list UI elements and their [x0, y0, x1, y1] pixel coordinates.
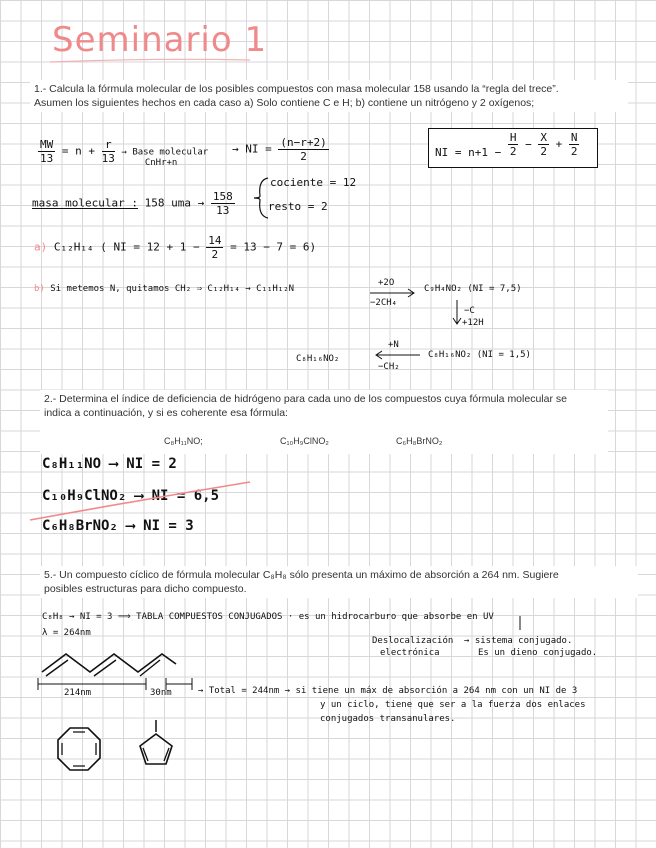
- question-1-line2: Asumen los siguientes hechos en cada caso a) Solo contiene C e H; b) contiene un nitrógeno y 2 oxígenos;: [34, 97, 535, 109]
- ni-formula: [232, 136, 329, 163]
- brace-icon: [252, 176, 272, 220]
- total-line-1: → Total = 244nm → si tiene un máx de absorción a 264 nm con un NI de 3: [198, 686, 578, 696]
- box-n2: 2: [570, 145, 578, 158]
- b-product: C₉H₄NO₂ (NI = 7,5): [424, 284, 522, 294]
- span-30: 30nm: [150, 688, 172, 698]
- answer-a: [34, 234, 316, 261]
- cociente: cociente = 12: [270, 176, 357, 189]
- resto: resto = 2: [268, 200, 328, 213]
- ni-numerator: (n−r+2): [280, 136, 327, 149]
- total-line-3: conjugados transanulares.: [320, 714, 456, 724]
- dieno-conjugado: Es un dieno conjugado.: [478, 648, 598, 658]
- span-214: 214nm: [64, 688, 92, 698]
- formula-3: C₆H₈BrNO₂: [396, 436, 443, 446]
- mw-denominator: 13: [40, 152, 54, 165]
- box-h: H: [509, 131, 517, 144]
- eq1: = n +: [61, 144, 95, 158]
- total-line-2: y un ciclo, tiene que ser a la fuerza dos enlaces: [320, 700, 586, 710]
- question-2-line1: 2.- Determina el índice de deficiencia de hidrógeno para cada uno de los compuestos cuya fórmula molecular se: [44, 393, 567, 405]
- box-x: X: [540, 131, 547, 144]
- q5-line-1: C₈H₈ → NI = 3 ⟹ TABLA COMPUESTOS CONJUGADOS · es un hidrocarburo que absorbe en UV: [42, 612, 494, 622]
- question-5-line1: 5.- Un compuesto cíclico de fórmula molecular C₈H₈ sólo presenta un máximo de absorción a 264 nm. Sugiere: [44, 569, 559, 581]
- mw-label: MW: [40, 138, 54, 151]
- answer-a-text: C₁₂H₁₄ ( NI = 12 + 1 −: [53, 240, 200, 254]
- masa-molecular-row: [32, 190, 235, 217]
- base-formula: CnHr+n: [144, 157, 178, 168]
- b-minus-ch2: −CH₂: [378, 362, 400, 372]
- question-2-line2: indica a continuación, y si es coherente esa fórmula:: [44, 407, 288, 419]
- question-5-line2: posibles estructuras para dicho compuesto.: [44, 583, 247, 595]
- box-x2: 2: [540, 145, 547, 158]
- frac-158: 158: [212, 190, 233, 203]
- question-1: [30, 80, 628, 112]
- electronica: electrónica: [380, 648, 440, 658]
- question-2: [40, 390, 608, 454]
- question-1-line1: 1.- Calcula la fórmula molecular de los posibles compuestos con masa molecular 158 usando la “regla del trece”.: [34, 83, 559, 95]
- box-n: N: [570, 131, 578, 144]
- masa-label: masa molecular :: [32, 196, 138, 210]
- page-title: Seminario 1: [52, 20, 268, 60]
- box-ni: NI = n+1 −: [435, 145, 502, 159]
- ni-eq: → NI =: [232, 142, 272, 156]
- fulvene-structure: [134, 718, 178, 772]
- b-minus-ch4: −2CH₄: [370, 298, 398, 308]
- answer-2-row-3: C₆H₈BrNO₂ ⟶ NI = 3: [42, 518, 194, 534]
- answer-2-row-2: C₁₀H₉ClNO₂ ⟶ NI = 6,5: [42, 488, 220, 504]
- deslocalizacion: Deslocalización: [372, 636, 454, 646]
- b-plus-o: +2O: [378, 278, 395, 288]
- arrow-down-icon: [452, 298, 462, 328]
- b-plus-n: +N: [388, 340, 399, 350]
- arrow-left-icon: [372, 350, 422, 360]
- formula-2: C₁₀H₉ClNO₂: [280, 436, 329, 446]
- ni-boxed-formula: NI = n+1 − $\frac{H}{2}$ − $\frac{X}{2}$ + $\frac{N}{2}$: [428, 128, 598, 168]
- answer-b-label: b): [34, 284, 45, 294]
- b-left-formula: C₈H₁₆NO₂: [296, 354, 340, 364]
- answer-a-den: 2: [211, 248, 219, 261]
- arrow-icon: [516, 614, 546, 634]
- base-arrow: → Base molecular: [121, 147, 209, 158]
- r-denominator: 13: [101, 152, 115, 165]
- sistema-conjugado: → sistema conjugado.: [464, 636, 573, 646]
- b-right-formula: C₈H₁₆NO₂ (NI = 1,5): [428, 350, 531, 360]
- arrow-right-icon: [368, 288, 418, 298]
- masa-value: 158 uma →: [144, 196, 205, 210]
- q5-lambda: λ = 264nm: [42, 628, 91, 638]
- answer-b: [34, 284, 294, 294]
- formula-1: C₈H₁₁NO;: [164, 436, 203, 446]
- answer-a-tail: = 13 − 7 = 6): [230, 240, 317, 254]
- box-h2: 2: [509, 145, 517, 158]
- b-minus-c: −C: [464, 306, 475, 316]
- span-markers: [36, 676, 196, 692]
- question-5: [40, 566, 638, 598]
- answer-b-text: Si metemos N, quitamos CH₂ ⇒ C₁₂H₁₄ → C₁₁H₁₂N: [50, 284, 295, 294]
- rule-of-13-formula: [38, 138, 247, 168]
- frac-13: 13: [216, 204, 230, 217]
- cyclooctatetraene-structure: [54, 724, 104, 774]
- ni-denominator: 2: [300, 150, 307, 163]
- b-plus-h: +12H: [462, 318, 484, 328]
- r-label: r: [102, 138, 115, 152]
- answer-a-num: 14: [208, 234, 222, 247]
- answer-2-row-1: C₈H₁₁NO ⟶ NI = 2: [42, 456, 177, 472]
- answer-a-label: a): [34, 240, 48, 254]
